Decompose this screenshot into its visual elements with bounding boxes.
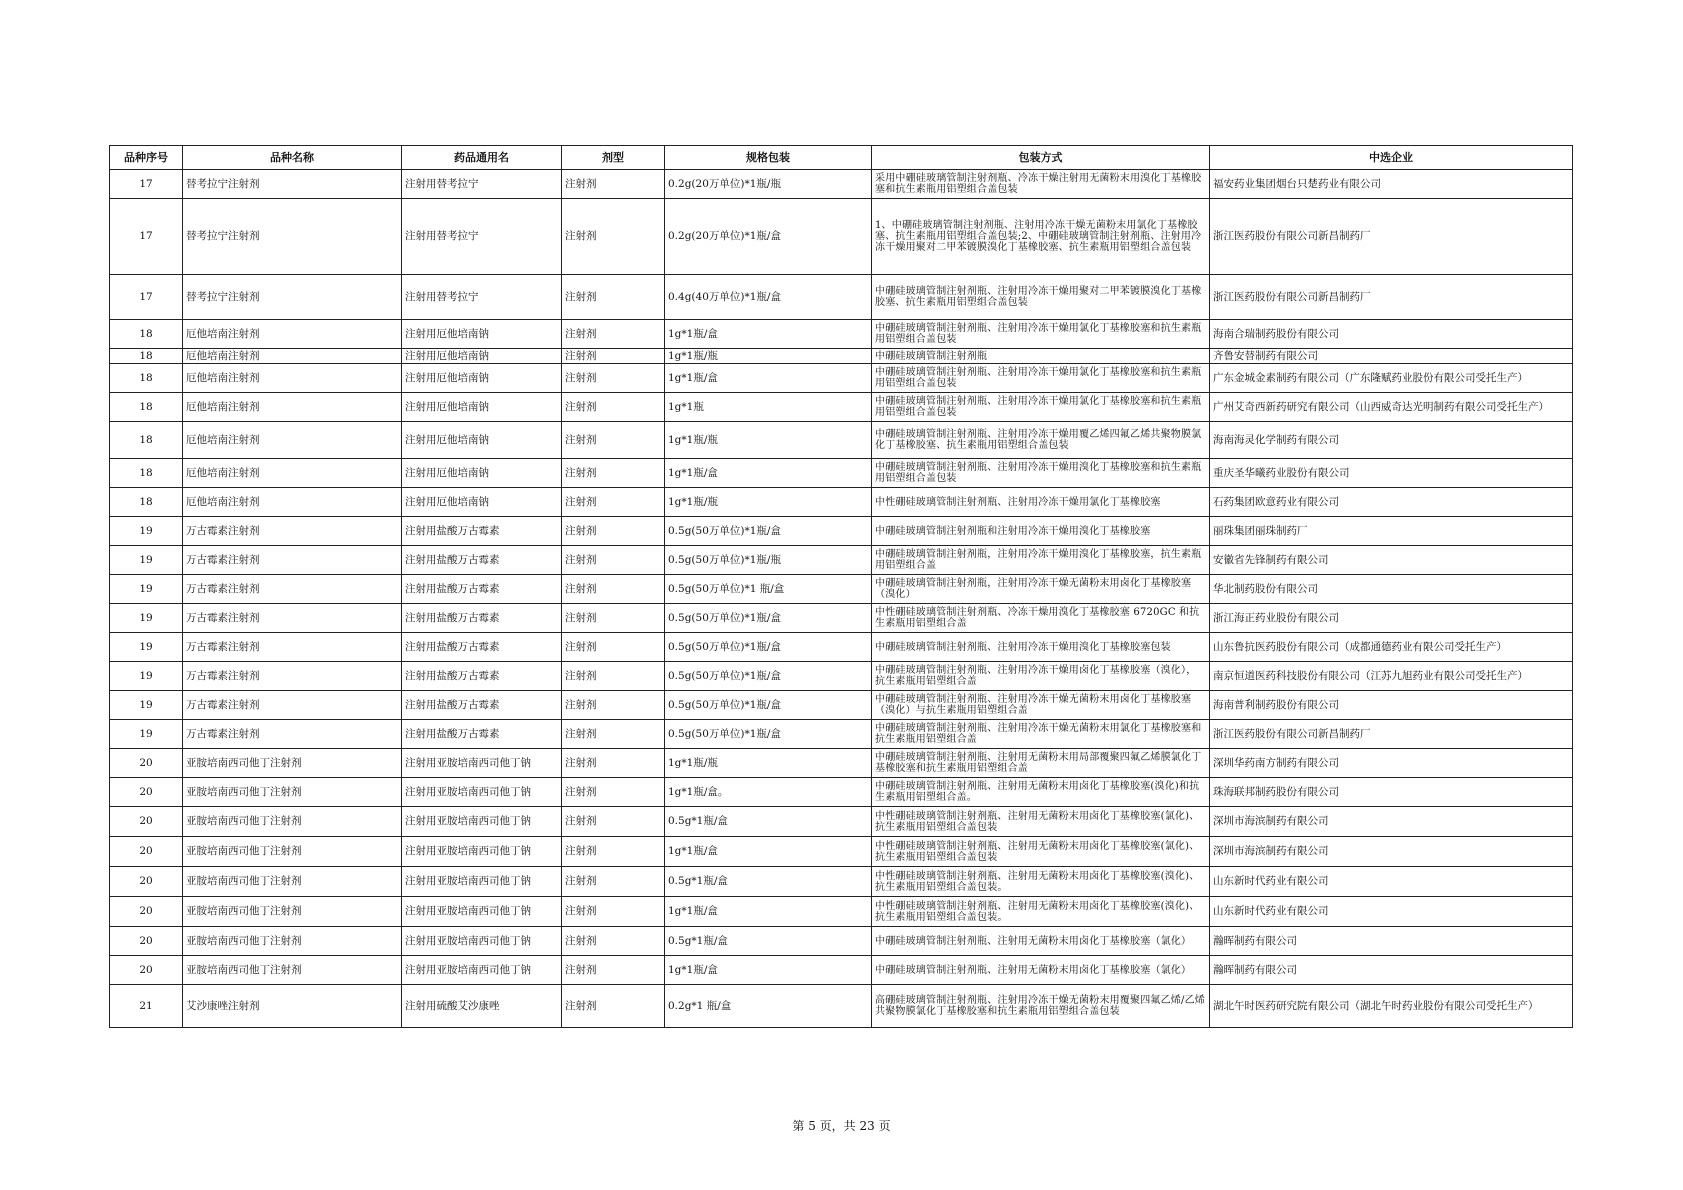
table-row [110, 170, 1573, 199]
cell-name: 万古霉素注射剂 [183, 575, 402, 604]
cell-spec: 0.2g(20万单位)*1瓶/瓶 [665, 170, 872, 199]
cell-dosage-form: 注射剂 [562, 170, 665, 199]
cell-seq: 18 [110, 320, 183, 349]
cell-seq: 19 [110, 575, 183, 604]
cell-company: 深圳市海滨制药有限公司 [1210, 807, 1573, 837]
cell-name: 亚胺培南西司他丁注射剂 [183, 837, 402, 867]
table-row [110, 897, 1573, 927]
cell-name: 亚胺培南西司他丁注射剂 [183, 867, 402, 897]
cell-generic-name: 注射用亚胺培南西司他丁钠 [402, 927, 562, 956]
cell-company: 福安药业集团烟台只楚药业有限公司 [1210, 170, 1573, 199]
cell-name: 厄他培南注射剂 [183, 364, 402, 393]
cell-generic-name: 注射用盐酸万古霉素 [402, 575, 562, 604]
cell-generic-name: 注射用盐酸万古霉素 [402, 604, 562, 633]
cell-dosage-form: 注射剂 [562, 364, 665, 393]
cell-company: 丽珠集团丽珠制药厂 [1210, 517, 1573, 546]
cell-spec: 1g*1瓶/盒 [665, 459, 872, 488]
cell-dosage-form: 注射剂 [562, 422, 665, 459]
cell-packaging: 中硼硅玻璃管制注射剂瓶和注射用冷冻干燥用溴化丁基橡胶塞 [872, 517, 1210, 546]
cell-spec: 0.4g(40万单位)*1瓶/盒 [665, 275, 872, 320]
cell-company: 南京恒道医药科技股份有限公司（江苏九旭药业有限公司受托生产） [1210, 662, 1573, 691]
cell-dosage-form: 注射剂 [562, 488, 665, 517]
cell-company: 广州艾奇西新药研究有限公司（山西威奇达光明制药有限公司受托生产） [1210, 393, 1573, 422]
cell-spec: 0.5g*1瓶/盒 [665, 867, 872, 897]
table-row [110, 422, 1573, 459]
cell-spec: 1g*1瓶/盒 [665, 364, 872, 393]
cell-seq: 18 [110, 364, 183, 393]
cell-dosage-form: 注射剂 [562, 985, 665, 1028]
cell-spec: 0.5g(50万单位)*1瓶/盒 [665, 691, 872, 720]
cell-seq: 18 [110, 422, 183, 459]
cell-name: 替考拉宁注射剂 [183, 199, 402, 275]
cell-generic-name: 注射用厄他培南钠 [402, 364, 562, 393]
cell-spec: 1g*1瓶/盒 [665, 837, 872, 867]
table-row [110, 720, 1573, 749]
cell-generic-name: 注射用厄他培南钠 [402, 393, 562, 422]
cell-packaging: 中硼硅玻璃管制注射剂瓶、注射用冷冻干燥用溴化丁基橡胶塞和抗生素瓶用铝塑组合盖包装 [872, 459, 1210, 488]
cell-name: 万古霉素注射剂 [183, 720, 402, 749]
cell-company: 石药集团欧意药业有限公司 [1210, 488, 1573, 517]
cell-generic-name: 注射用盐酸万古霉素 [402, 691, 562, 720]
cell-name: 艾沙康唑注射剂 [183, 985, 402, 1028]
cell-spec: 0.5g(50万单位)*1瓶/盒 [665, 662, 872, 691]
cell-seq: 19 [110, 691, 183, 720]
cell-company: 浙江医药股份有限公司新昌制药厂 [1210, 275, 1573, 320]
table-row [110, 956, 1573, 985]
cell-packaging: 中性硼硅玻璃管制注射剂瓶、冷冻干燥用溴化丁基橡胶塞 6720GC 和抗生素瓶用铝塑组合盖 [872, 604, 1210, 633]
cell-name: 替考拉宁注射剂 [183, 275, 402, 320]
cell-dosage-form: 注射剂 [562, 927, 665, 956]
cell-company: 齐鲁安替制药有限公司 [1210, 349, 1573, 364]
cell-name: 亚胺培南西司他丁注射剂 [183, 897, 402, 927]
cell-dosage-form: 注射剂 [562, 575, 665, 604]
cell-seq: 18 [110, 393, 183, 422]
table-row [110, 546, 1573, 575]
cell-name: 厄他培南注射剂 [183, 393, 402, 422]
cell-seq: 17 [110, 199, 183, 275]
cell-spec: 1g*1瓶/瓶 [665, 488, 872, 517]
cell-name: 亚胺培南西司他丁注射剂 [183, 778, 402, 807]
table-row [110, 867, 1573, 897]
cell-seq: 20 [110, 837, 183, 867]
cell-generic-name: 注射用亚胺培南西司他丁钠 [402, 778, 562, 807]
cell-generic-name: 注射用替考拉宁 [402, 199, 562, 275]
table-row [110, 275, 1573, 320]
cell-generic-name: 注射用亚胺培南西司他丁钠 [402, 837, 562, 867]
cell-spec: 1g*1瓶/瓶 [665, 749, 872, 778]
cell-dosage-form: 注射剂 [562, 662, 665, 691]
cell-company: 山东新时代药业有限公司 [1210, 867, 1573, 897]
cell-generic-name: 注射用硫酸艾沙康唑 [402, 985, 562, 1028]
cell-spec: 0.5g*1瓶/盒 [665, 807, 872, 837]
cell-packaging: 中性硼硅玻璃管制注射剂瓶、注射用无菌粉末用卤化丁基橡胶塞(氯化)、抗生素瓶用铝塑组合盖包装 [872, 807, 1210, 837]
cell-company: 深圳华药南方制药有限公司 [1210, 749, 1573, 778]
cell-packaging: 高硼硅玻璃管制注射剂瓶、注射用冷冻干燥无菌粉末用覆聚四氟乙烯/乙烯共聚物膜氯化丁基橡胶塞和抗生素瓶用铝塑组合盖包装 [872, 985, 1210, 1028]
cell-packaging: 中硼硅玻璃管制注射剂瓶、注射用冷冻干燥用卤化丁基橡胶塞（溴化），抗生素瓶用铝塑组合盖 [872, 662, 1210, 691]
cell-generic-name: 注射用亚胺培南西司他丁钠 [402, 867, 562, 897]
cell-dosage-form: 注射剂 [562, 837, 665, 867]
table-row [110, 807, 1573, 837]
cell-packaging: 中硼硅玻璃管制注射剂瓶、注射用冷冻干燥用覆乙烯四氟乙烯共聚物膜氯化丁基橡胶塞、抗生素瓶用铝塑组合盖包装 [872, 422, 1210, 459]
table-row [110, 349, 1573, 364]
cell-company: 山东新时代药业有限公司 [1210, 897, 1573, 927]
cell-company: 海南合瑞制药股份有限公司 [1210, 320, 1573, 349]
table-row [110, 662, 1573, 691]
cell-name: 厄他培南注射剂 [183, 488, 402, 517]
cell-dosage-form: 注射剂 [562, 897, 665, 927]
cell-packaging: 中硼硅玻璃管制注射剂瓶、注射用冷冻干燥用氯化丁基橡胶塞和抗生素瓶用铝塑组合盖包装 [872, 320, 1210, 349]
cell-generic-name: 注射用厄他培南钠 [402, 422, 562, 459]
table-row [110, 393, 1573, 422]
page-number-footer: 第 5 页，共 23 页 [792, 1119, 891, 1133]
cell-dosage-form: 注射剂 [562, 546, 665, 575]
cell-spec: 0.5g*1瓶/盒 [665, 927, 872, 956]
table-row [110, 575, 1573, 604]
cell-packaging: 1、中硼硅玻璃管制注射剂瓶、注射用冷冻干燥无菌粉末用氯化丁基橡胶塞、抗生素瓶用铝塑组合盖包装;2、中硼硅玻璃管制注射剂瓶、注射用冷冻干燥用聚对二甲苯镀膜溴化丁基橡胶塞、抗生素瓶用铝塑组合盖包装 [872, 199, 1210, 275]
table-row [110, 633, 1573, 662]
cell-name: 亚胺培南西司他丁注射剂 [183, 956, 402, 985]
cell-company: 瀚晖制药有限公司 [1210, 956, 1573, 985]
cell-seq: 20 [110, 897, 183, 927]
cell-seq: 19 [110, 662, 183, 691]
cell-packaging: 中硼硅玻璃管制注射剂瓶、注射用冷冻干燥无菌粉末用氯化丁基橡胶塞和抗生素瓶用铝塑组合盖 [872, 720, 1210, 749]
table-row [110, 985, 1573, 1028]
cell-spec: 0.5g(50万单位)*1瓶/盒 [665, 720, 872, 749]
cell-spec: 1g*1瓶/盒 [665, 320, 872, 349]
cell-packaging: 中硼硅玻璃管制注射剂瓶、注射用无菌粉末用卤化丁基橡胶塞(溴化)和抗生素瓶用铝塑组合盖。 [872, 778, 1210, 807]
cell-seq: 19 [110, 633, 183, 662]
cell-packaging: 采用中硼硅玻璃管制注射剂瓶、冷冻干燥注射用无菌粉末用溴化丁基橡胶塞和抗生素瓶用铝塑组合盖包装 [872, 170, 1210, 199]
table-row [110, 517, 1573, 546]
cell-name: 亚胺培南西司他丁注射剂 [183, 927, 402, 956]
cell-name: 厄他培南注射剂 [183, 459, 402, 488]
header-dosage-form: 剂型 [562, 146, 665, 170]
cell-spec: 0.2g*1 瓶/盒 [665, 985, 872, 1028]
cell-company: 华北制药股份有限公司 [1210, 575, 1573, 604]
cell-name: 万古霉素注射剂 [183, 691, 402, 720]
cell-dosage-form: 注射剂 [562, 778, 665, 807]
cell-generic-name: 注射用盐酸万古霉素 [402, 546, 562, 575]
cell-name: 万古霉素注射剂 [183, 662, 402, 691]
cell-seq: 20 [110, 749, 183, 778]
cell-generic-name: 注射用盐酸万古霉素 [402, 633, 562, 662]
cell-spec: 0.5g(50万单位)*1瓶/盒 [665, 517, 872, 546]
cell-dosage-form: 注射剂 [562, 604, 665, 633]
cell-packaging: 中硼硅玻璃管制注射剂瓶、注射用冷冻干燥用聚对二甲苯镀膜溴化丁基橡胶塞、抗生素瓶用铝塑组合盖包装 [872, 275, 1210, 320]
cell-spec: 0.5g(50万单位)*1瓶/盒 [665, 604, 872, 633]
header-spec: 规格包装 [665, 146, 872, 170]
table-row [110, 927, 1573, 956]
cell-seq: 18 [110, 488, 183, 517]
cell-name: 替考拉宁注射剂 [183, 170, 402, 199]
header-name: 品种名称 [183, 146, 402, 170]
cell-company: 浙江海正药业股份有限公司 [1210, 604, 1573, 633]
cell-name: 万古霉素注射剂 [183, 633, 402, 662]
cell-seq: 18 [110, 349, 183, 364]
cell-generic-name: 注射用厄他培南钠 [402, 488, 562, 517]
cell-dosage-form: 注射剂 [562, 720, 665, 749]
cell-seq: 20 [110, 867, 183, 897]
cell-packaging: 中硼硅玻璃管制注射剂瓶、注射用无菌粉末用卤化丁基橡胶塞（氯化） [872, 927, 1210, 956]
table-row [110, 604, 1573, 633]
cell-seq: 19 [110, 720, 183, 749]
cell-generic-name: 注射用厄他培南钠 [402, 320, 562, 349]
table-row [110, 199, 1573, 275]
cell-seq: 19 [110, 517, 183, 546]
cell-dosage-form: 注射剂 [562, 633, 665, 662]
cell-dosage-form: 注射剂 [562, 517, 665, 546]
header-company: 中选企业 [1210, 146, 1573, 170]
table-row [110, 459, 1573, 488]
header-generic-name: 药品通用名 [402, 146, 562, 170]
cell-dosage-form: 注射剂 [562, 320, 665, 349]
cell-spec: 0.2g(20万单位)*1瓶/盒 [665, 199, 872, 275]
cell-seq: 21 [110, 985, 183, 1028]
cell-company: 海南海灵化学制药有限公司 [1210, 422, 1573, 459]
cell-generic-name: 注射用盐酸万古霉素 [402, 517, 562, 546]
cell-name: 万古霉素注射剂 [183, 546, 402, 575]
table-row [110, 749, 1573, 778]
cell-company: 瀚晖制药有限公司 [1210, 927, 1573, 956]
cell-company: 重庆圣华曦药业股份有限公司 [1210, 459, 1573, 488]
cell-spec: 0.5g(50万单位)*1瓶/瓶 [665, 546, 872, 575]
table-body [110, 170, 1573, 1028]
cell-name: 亚胺培南西司他丁注射剂 [183, 749, 402, 778]
cell-company: 浙江医药股份有限公司新昌制药厂 [1210, 199, 1573, 275]
cell-spec: 0.5g(50万单位)*1 瓶/盒 [665, 575, 872, 604]
cell-generic-name: 注射用亚胺培南西司他丁钠 [402, 897, 562, 927]
cell-generic-name: 注射用亚胺培南西司他丁钠 [402, 749, 562, 778]
cell-generic-name: 注射用厄他培南钠 [402, 459, 562, 488]
cell-company: 海南普利制药股份有限公司 [1210, 691, 1573, 720]
cell-seq: 20 [110, 807, 183, 837]
cell-packaging: 中硼硅玻璃管制注射剂瓶、注射用冷冻干燥用溴化丁基橡胶塞包装 [872, 633, 1210, 662]
cell-seq: 20 [110, 927, 183, 956]
table-row [110, 364, 1573, 393]
header-seq: 品种序号 [110, 146, 183, 170]
cell-generic-name: 注射用亚胺培南西司他丁钠 [402, 956, 562, 985]
cell-name: 万古霉素注射剂 [183, 604, 402, 633]
cell-generic-name: 注射用厄他培南钠 [402, 349, 562, 364]
cell-dosage-form: 注射剂 [562, 199, 665, 275]
cell-dosage-form: 注射剂 [562, 807, 665, 837]
cell-spec: 1g*1瓶/盒 [665, 897, 872, 927]
cell-spec: 1g*1瓶/瓶 [665, 422, 872, 459]
table-row [110, 778, 1573, 807]
cell-dosage-form: 注射剂 [562, 691, 665, 720]
cell-generic-name: 注射用亚胺培南西司他丁钠 [402, 807, 562, 837]
cell-packaging: 中硼硅玻璃管制注射剂瓶，注射用冷冻干燥无菌粉末用卤化丁基橡胶塞（溴化） [872, 575, 1210, 604]
cell-dosage-form: 注射剂 [562, 956, 665, 985]
cell-packaging: 中性硼硅玻璃管制注射剂瓶、注射用无菌粉末用卤化丁基橡胶塞(溴化)、抗生素瓶用铝塑组合盖包装。 [872, 897, 1210, 927]
cell-generic-name: 注射用盐酸万古霉素 [402, 720, 562, 749]
cell-seq: 20 [110, 956, 183, 985]
cell-seq: 19 [110, 546, 183, 575]
cell-seq: 19 [110, 604, 183, 633]
cell-spec: 1g*1瓶 [665, 393, 872, 422]
cell-packaging: 中性硼硅玻璃管制注射剂瓶、注射用无菌粉末用卤化丁基橡胶塞(溴化)、抗生素瓶用铝塑组合盖包装。 [872, 867, 1210, 897]
cell-company: 深圳市海滨制药有限公司 [1210, 837, 1573, 867]
cell-generic-name: 注射用替考拉宁 [402, 275, 562, 320]
cell-spec: 1g*1瓶/盒 [665, 956, 872, 985]
cell-company: 湖北午时医药研究院有限公司（湖北午时药业股份有限公司受托生产） [1210, 985, 1573, 1028]
cell-seq: 17 [110, 170, 183, 199]
cell-packaging: 中硼硅玻璃管制注射剂瓶、注射用冷冻干燥用氯化丁基橡胶塞和抗生素瓶用铝塑组合盖包装 [872, 364, 1210, 393]
table-row [110, 320, 1573, 349]
cell-company: 安徽省先锋制药有限公司 [1210, 546, 1573, 575]
cell-name: 厄他培南注射剂 [183, 422, 402, 459]
cell-packaging: 中性硼硅玻璃管制注射剂瓶、注射用无菌粉末用卤化丁基橡胶塞(氯化)、抗生素瓶用铝塑组合盖包装 [872, 837, 1210, 867]
table-row [110, 488, 1573, 517]
cell-name: 厄他培南注射剂 [183, 349, 402, 364]
cell-packaging: 中硼硅玻璃管制注射剂瓶、注射用冷冻干燥无菌粉末用卤化丁基橡胶塞（溴化）与抗生素瓶用铝塑组合盖 [872, 691, 1210, 720]
cell-dosage-form: 注射剂 [562, 349, 665, 364]
cell-spec: 0.5g(50万单位)*1瓶/盒 [665, 633, 872, 662]
drug-selection-table [109, 145, 1573, 1028]
header-packaging: 包装方式 [872, 146, 1210, 170]
cell-packaging: 中硼硅玻璃管制注射剂瓶，注射用冷冻干燥用溴化丁基橡胶塞，抗生素瓶用铝塑组合盖 [872, 546, 1210, 575]
table-row [110, 837, 1573, 867]
cell-packaging: 中硼硅玻璃管制注射剂瓶、注射用冷冻干燥用氯化丁基橡胶塞和抗生素瓶用铝塑组合盖包装 [872, 393, 1210, 422]
cell-seq: 20 [110, 778, 183, 807]
cell-packaging: 中硼硅玻璃管制注射剂瓶、注射用无菌粉末用卤化丁基橡胶塞（氯化） [872, 956, 1210, 985]
cell-dosage-form: 注射剂 [562, 749, 665, 778]
cell-seq: 17 [110, 275, 183, 320]
cell-company: 浙江医药股份有限公司新昌制药厂 [1210, 720, 1573, 749]
cell-name: 厄他培南注射剂 [183, 320, 402, 349]
table-row [110, 691, 1573, 720]
cell-company: 山东鲁抗医药股份有限公司（成都通德药业有限公司受托生产） [1210, 633, 1573, 662]
cell-spec: 1g*1瓶/盒。 [665, 778, 872, 807]
cell-spec: 1g*1瓶/瓶 [665, 349, 872, 364]
table-header-row [110, 146, 1573, 170]
cell-dosage-form: 注射剂 [562, 459, 665, 488]
cell-company: 珠海联邦制药股份有限公司 [1210, 778, 1573, 807]
cell-seq: 18 [110, 459, 183, 488]
cell-generic-name: 注射用替考拉宁 [402, 170, 562, 199]
cell-company: 广东金城金素制药有限公司（广东隆赋药业股份有限公司受托生产） [1210, 364, 1573, 393]
cell-name: 亚胺培南西司他丁注射剂 [183, 807, 402, 837]
cell-generic-name: 注射用盐酸万古霉素 [402, 662, 562, 691]
cell-dosage-form: 注射剂 [562, 393, 665, 422]
cell-dosage-form: 注射剂 [562, 275, 665, 320]
cell-packaging: 中硼硅玻璃管制注射剂瓶 [872, 349, 1210, 364]
cell-name: 万古霉素注射剂 [183, 517, 402, 546]
cell-dosage-form: 注射剂 [562, 867, 665, 897]
cell-packaging: 中性硼硅玻璃管制注射剂瓶、注射用冷冻干燥用氯化丁基橡胶塞 [872, 488, 1210, 517]
cell-packaging: 中硼硅玻璃管制注射剂瓶、注射用无菌粉末用局部覆聚四氟乙烯膜氯化丁基橡胶塞和抗生素瓶用铝塑组合盖 [872, 749, 1210, 778]
